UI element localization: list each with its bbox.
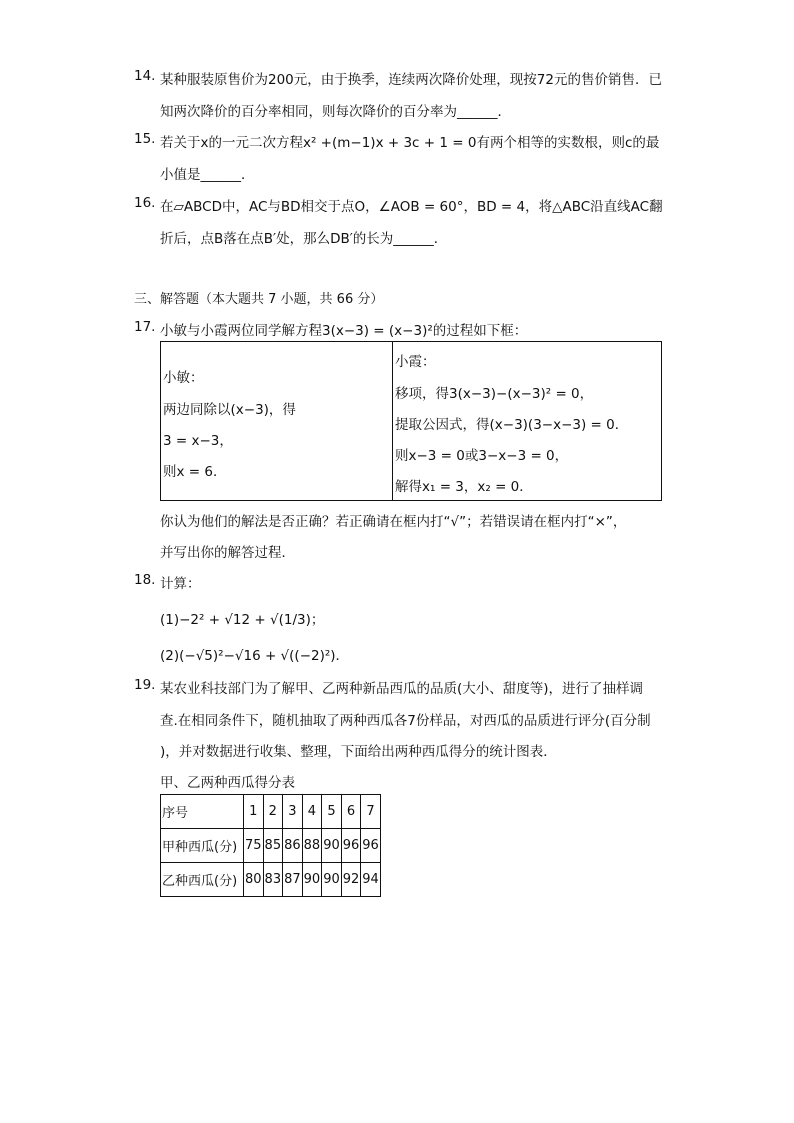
header-cell: 4 (302, 795, 322, 829)
table-cell: 90 (302, 863, 322, 897)
table-cell: 87 (283, 863, 303, 897)
cell-line: 提取公因式，得(x−3)(3−x−3) = 0． (395, 417, 629, 433)
cell-line: 3 = x−3， (163, 433, 233, 449)
q18-part1: (1)−2² + √12 + √(1/3)； (160, 612, 325, 628)
q16-line2: 折后，点B落在点B′处，那么DB′的长为______． (160, 231, 448, 247)
cell-line: 解得x₁ = 3，x₂ = 0． (395, 479, 533, 495)
xiaoxia-cell (393, 342, 662, 501)
q14-line2: 知两次降价的百分率相同，则每次降价的百分率为______． (160, 104, 511, 120)
row-label: 乙种西瓜(分) (161, 863, 244, 897)
question-number: 14. (134, 68, 156, 84)
header-cell: 序号 (161, 795, 244, 829)
table-cell: 96 (361, 829, 381, 863)
cell-line: 小霞： (395, 354, 436, 370)
q19-line3: )，并对数据进行收集、整理，下面给出两种西瓜得分的统计图表． (160, 744, 557, 760)
question-number: 17. (134, 319, 156, 335)
header-cell: 1 (244, 795, 264, 829)
table-cell: 86 (283, 829, 303, 863)
cell-line: 则x = 6． (163, 464, 227, 480)
table-title: 甲、乙两种西瓜得分表 (160, 775, 295, 791)
cell-line: 移项，得3(x−3)−(x−3)² = 0， (395, 386, 594, 402)
q17-after2: 并写出你的解答过程． (160, 545, 295, 561)
xiaomin-cell (161, 342, 393, 501)
table-cell: 96 (341, 829, 361, 863)
header-cell: 5 (322, 795, 342, 829)
cell-line: 小敏： (163, 370, 204, 386)
q15-line2: 小值是______． (160, 167, 255, 183)
header-cell: 7 (361, 795, 381, 829)
header-cell: 2 (263, 795, 283, 829)
header-cell: 6 (341, 795, 361, 829)
section-heading: 三、解答题（本大题共 7 小题，共 66 分） (134, 292, 384, 307)
row-label: 甲种西瓜(分) (161, 829, 244, 863)
question-number: 16. (134, 195, 156, 211)
question-number: 19. (134, 677, 156, 693)
q18-title: 计算： (160, 576, 201, 592)
q19-line1: 某农业科技部门为了解甲、乙两种新品西瓜的品质(大小、甜度等)，进行了抽样调 (160, 681, 644, 697)
q17-intro: 小敏与小霞两位同学解方程3(x−3) = (x−3)²的过程如下框： (160, 323, 528, 339)
q16-line1: 在▱ABCD中，AC与BD相交于点O，∠AOB = 60°，BD = 4，将△ABC沿直线AC翻 (160, 199, 663, 215)
table-cell: 85 (263, 829, 283, 863)
table-cell: 88 (302, 829, 322, 863)
table-cell: 83 (263, 863, 283, 897)
cell-line: 则x−3 = 0或3−x−3 = 0， (395, 448, 569, 464)
q14-line1: 某种服装原售价为200元，由于换季，连续两次降价处理，现按72元的售价销售．已 (160, 72, 662, 88)
q18-part2: (2)(−√5)²−√16 + √((−2)²)． (160, 648, 350, 664)
score-table (160, 794, 381, 897)
header-cell: 3 (283, 795, 303, 829)
question-number: 15. (134, 131, 156, 147)
table-cell: 92 (341, 863, 361, 897)
table-cell: 94 (361, 863, 381, 897)
solution-comparison-table (160, 341, 662, 501)
table-row (161, 863, 381, 897)
cell-line: 两边同除以(x−3)，得 (163, 402, 296, 418)
table-cell: 90 (322, 829, 342, 863)
q15-line1: 若关于x的一元二次方程x² +(m−1)x + 3c + 1 = 0有两个相等的实数根，则c的最 (160, 135, 660, 151)
table-cell: 75 (244, 829, 264, 863)
question-number: 18. (134, 572, 156, 588)
q17-after1: 你认为他们的解法是否正确？若正确请在框内打“√”；若错误请在框内打“×”， (160, 514, 627, 530)
table-header-row (161, 795, 381, 829)
table-row (161, 829, 381, 863)
table-cell: 90 (322, 863, 342, 897)
q19-line2: 查.在相同条件下，随机抽取了两种西瓜各7份样品，对西瓜的品质进行评分(百分制 (160, 713, 651, 729)
table-cell: 80 (244, 863, 264, 897)
